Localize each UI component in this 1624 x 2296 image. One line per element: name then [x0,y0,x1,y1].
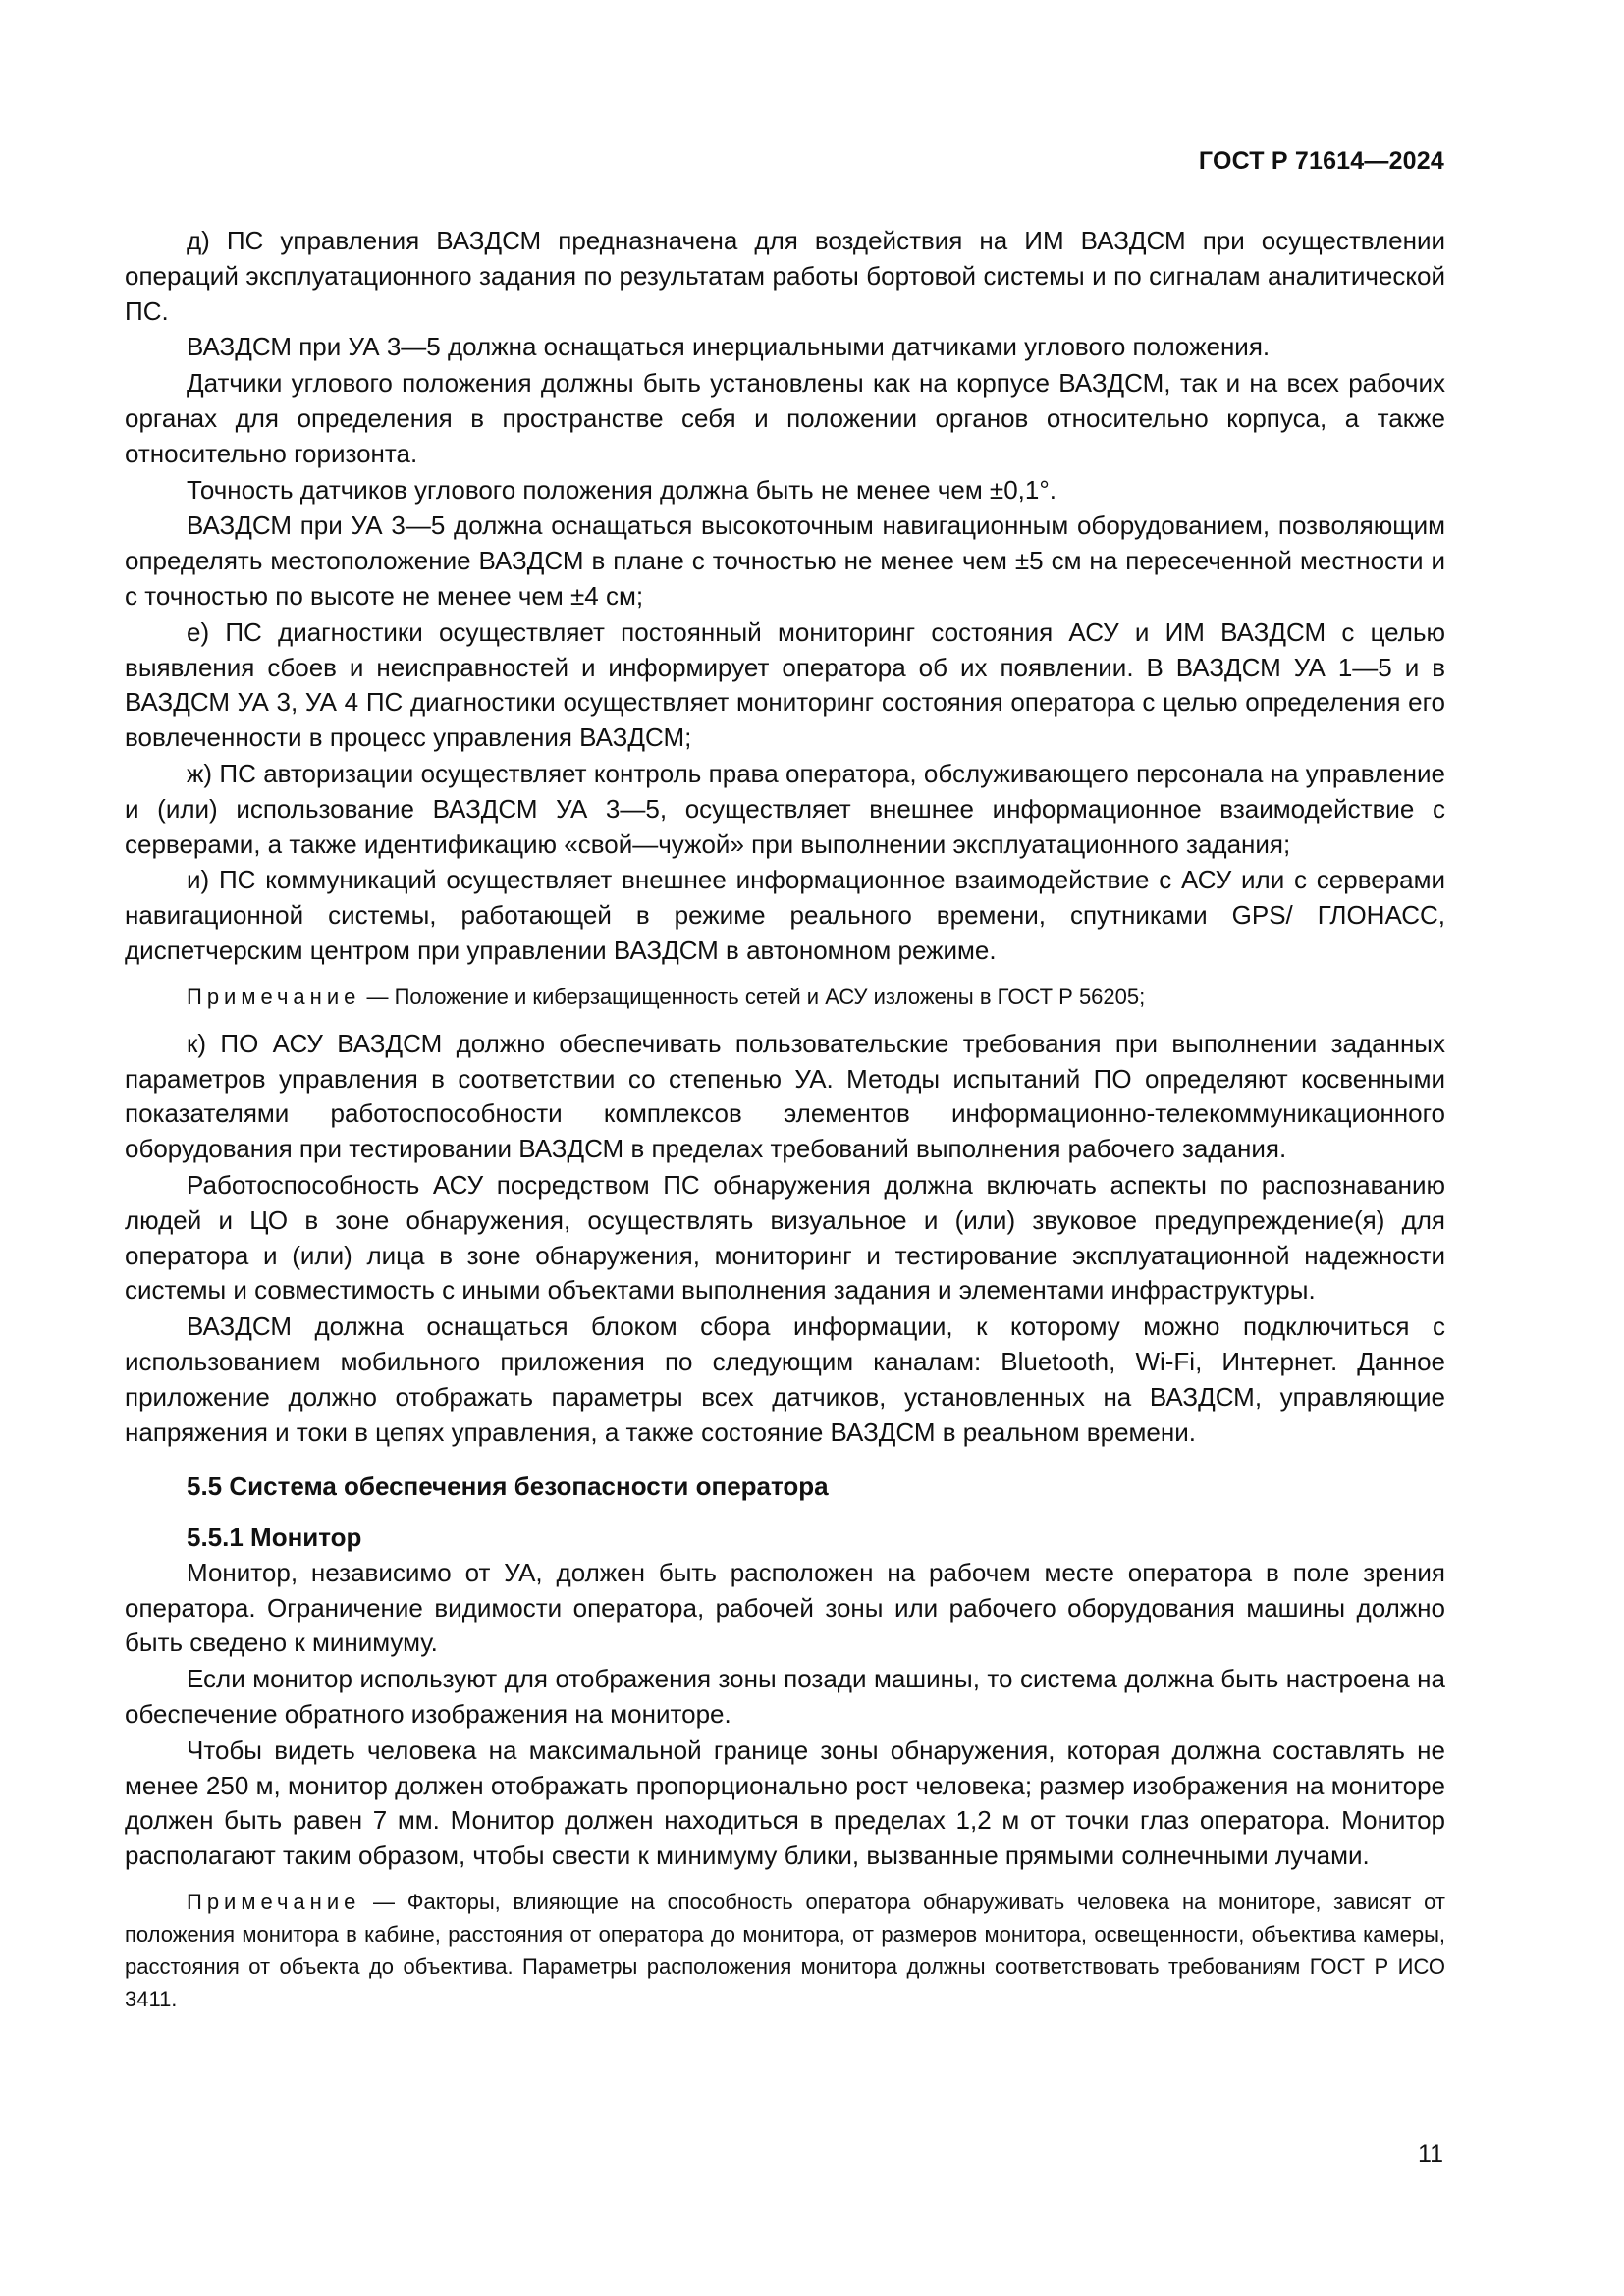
note-label: Примечание [187,984,361,1009]
paragraph: и) ПС коммуникаций осуществляет внешнее информационное взаимодействие с АСУ или с серверами навигационной системы, работающей в режиме реального времени, спутниками GPS/ ГЛОНАСС, диспетчерским центром при управлении ВАЗДСМ в автономном режиме. [125,865,1445,965]
section-heading: 5.5 Система обеспечения безопасности оператора [187,1471,829,1502]
note [125,981,1445,1013]
paragraph: е) ПС диагностики осуществляет постоянный мониторинг состояния АСУ и ИМ ВАЗДСМ с целью выявления сбоев и неисправностей и информирует оператора об их появлении. В ВАЗДСМ УА 1—5 и в ВАЗДСМ УА 3, УА 4 ПС диагностики осуществляет мониторинг состояния оператора с целью определения его вовлеченности в процесс управления ВАЗДСМ; [125,616,1445,753]
paragraph: Датчики углового положения должны быть установлены как на корпусе ВАЗДСМ, так и на всех рабочих органах для определения в пространстве себя и положении органов относительно корпуса, а также относительно горизонта. [125,368,1445,468]
note-label: Примечание [187,1890,361,1915]
paragraph: Монитор, независимо от УА, должен быть расположен на рабочем месте оператора в поле зрения оператора. Ограничение видимости оператора, рабочей зоны или рабочего оборудования машины должно быть сведено к минимуму. [125,1557,1445,1658]
paragraph: Работоспособность АСУ посредством ПС обнаружения должна включать аспекты по распознаванию людей и ЦО в зоне обнаружения, осуществлять визуальное и (или) звуковое предупреждение(я) для оператора и (или) лица в зоне обнаружения, мониторинг и тестирование эксплуатационной надежности системы и совместимость с иными объектами выполнения задания и элементами инфраструктуры. [125,1169,1445,1306]
note [125,1886,1445,2015]
paragraph: Чтобы видеть человека на максимальной границе зоны обнаружения, которая должна составлять не менее 250 м, монитор должен отображать пропорционально рост человека; размер изображения на мониторе должен быть равен 7 мм. Монитор должен находиться в пределах 1,2 м от точки глаз оператора. Монитор располагают таким образом, чтобы свести к минимуму блики, вызванные прямыми солнечными лучами. [125,1735,1445,1871]
page-body [125,224,1445,2029]
paragraph: к) ПО АСУ ВАЗДСМ должно обеспечивать пользовательские требования при выполнении заданных параметров управления в соответствии со степенью УА. Методы испытаний ПО определяют косвенными показателями работоспособности комплексов элементов информационно-телекоммуникационного оборудования при тестировании ВАЗДСМ в пределах требований выполнения рабочего задания. [125,1028,1445,1164]
note-text: — Положение и киберзащищенность сетей и АСУ изложены в ГОСТ Р 56205; [360,984,1146,1009]
document-id: ГОСТ Р 71614—2024 [1198,147,1444,175]
paragraph: ВАЗДСМ при УА 3—5 должна оснащаться высокоточным навигационным оборудованием, позволяющим определять местоположение ВАЗДСМ в плане с точностью не менее чем ±5 см на пересеченной местности и с точностью по высоте не менее чем ±4 см; [125,510,1445,611]
paragraph: ВАЗДСМ при УА 3—5 должна оснащаться инерциальными датчиками углового положения. [187,332,1271,362]
paragraph: ж) ПС авторизации осуществляет контроль права оператора, обслуживающего персонала на управление и (или) использование ВАЗДСМ УА 3—5, осуществляет внешнее информационное взаимодействие с серверами, а также идентификацию «свой—чужой» при выполнении эксплуатационного задания; [125,758,1445,859]
paragraph: ВАЗДСМ должна оснащаться блоком сбора информации, к которому можно подключиться с использованием мобильного приложения по следующим каналам: Bluetooth, Wi-Fi, Интернет. Данное приложение должно отображать параметры всех датчиков, установленных на ВАЗДСМ, управляющие напряжения и токи в цепях управления, а также состояние ВАЗДСМ в реальном времени. [125,1311,1445,1447]
paragraph: Если монитор используют для отображения зоны позади машины, то система должна быть настроена на обеспечение обратного изображения на мониторе. [125,1664,1445,1730]
subsection-heading: 5.5.1 Монитор [187,1522,362,1553]
paragraph: Точность датчиков углового положения должна быть не менее чем ±0,1°. [187,474,1056,505]
paragraph: д) ПС управления ВАЗДСМ предназначена для воздействия на ИМ ВАЗДСМ при осуществлении операций эксплуатационного задания по результатам работы бортовой системы и по сигналам аналитической ПС. [125,226,1445,326]
page-number: 11 [1418,2140,1443,2167]
note-text: — Факторы, влияющие на способность оператора обнаруживать человека на мониторе, зависят от положения монитора в кабине, расстояния от оператора до монитора, от размеров монитора, освещенности, объектива камеры, расстояния от объекта до объектива. Параметры расположения монитора должны соответствовать требованиям ГОСТ Р ИСО 3411. [125,1890,1445,2012]
